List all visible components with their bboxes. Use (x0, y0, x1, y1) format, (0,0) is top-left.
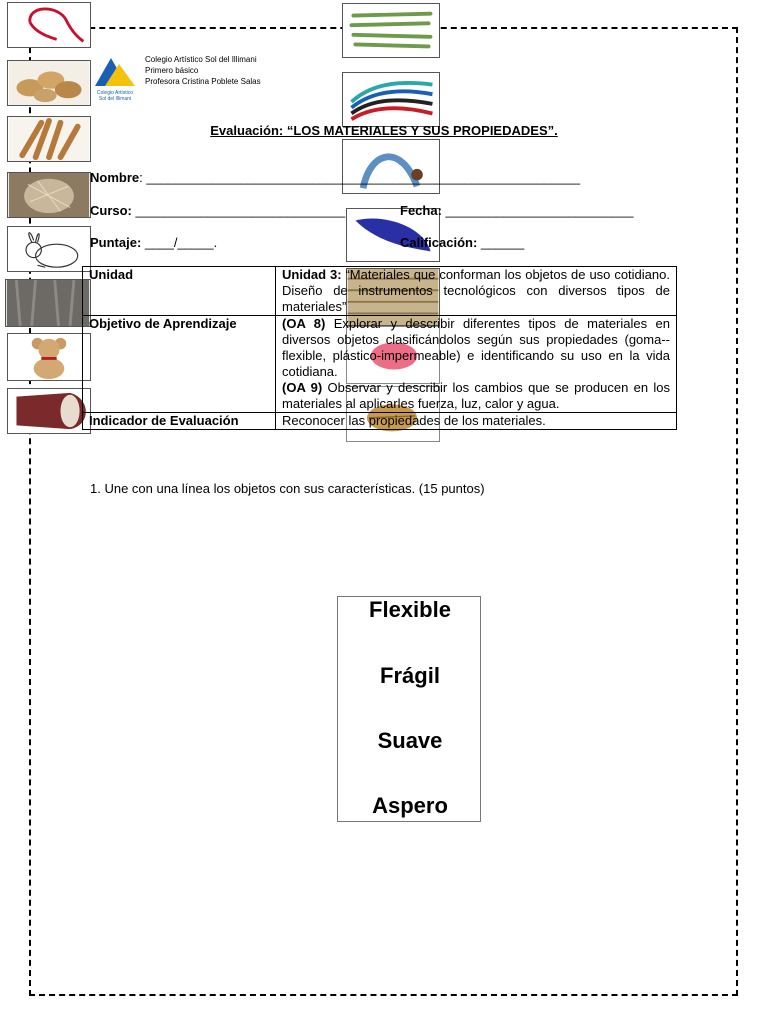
table-value: Reconocer las propiedades de los materiales. (276, 413, 677, 430)
grade: Primero básico (145, 66, 199, 75)
nombre-label: Nombre (90, 170, 140, 185)
teacher-name: Profesora Cristina Poblete Salas (145, 77, 261, 86)
school-logo (89, 52, 141, 104)
table-key: Unidad (83, 267, 276, 316)
nombre-field[interactable] (90, 170, 580, 185)
fuzzy-fabric-image (7, 172, 91, 218)
instruction-text: 1. Une con una línea los objetos con sus características. (15 puntos) (90, 481, 485, 496)
logo-text-1: Colegio Artístico (96, 90, 134, 96)
sandpaper-roll-image (7, 388, 91, 434)
calificacion-line: ______ (477, 235, 525, 250)
cookies-image (7, 60, 91, 106)
logo-text-2: Sol del Illimani (98, 96, 132, 102)
curso-field[interactable] (90, 203, 345, 218)
tree-bark-image (5, 279, 91, 327)
page-title: Evaluación: “LOS MATERIALES Y SUS PROPIEDADES”. (210, 123, 558, 138)
asparagus-image (342, 3, 440, 58)
properties-box (337, 596, 481, 822)
rabbit-drawing-image (7, 226, 91, 272)
fecha-line: __________________________ (441, 203, 634, 218)
table-key: Objetivo de Aprendizaje (83, 316, 276, 413)
school-name: Colegio Artístico Sol del Illimani (145, 55, 257, 64)
hoses-image (342, 72, 440, 127)
curso-label: Curso: (90, 203, 132, 218)
nombre-line: : ____________________________________________________________ (139, 170, 581, 185)
curso-line: _____________________________ (131, 203, 346, 218)
property-word[interactable]: Suave (377, 728, 443, 753)
puntaje-line: ____/_____. (141, 235, 218, 250)
rubber-band-image (7, 2, 91, 48)
table-value: Unidad 3: “Materiales que conforman los objetos de uso cotidiano. Diseño de instrumentos tecnológicos con diversos tipos de materiales” (276, 267, 677, 316)
table-row (83, 316, 677, 413)
info-table (82, 266, 677, 430)
property-word[interactable]: Flexible (369, 597, 451, 622)
table-value: (OA 8) Explorar y describir diferentes tipos de materiales en diversos objetos clasificándolos según sus propiedades (goma-- flexible, plástico-impermeable) e identificando su uso en la vida cotidiana. (OA 9) Observar y describir los cambios que se producen en los materiales al aplicarles fuerza, luz, calor y agua. (276, 316, 677, 413)
teddy-bear-image (7, 333, 91, 381)
puntaje-field[interactable] (90, 235, 217, 250)
table-row (83, 413, 677, 430)
calificacion-label: Calificación: (400, 235, 478, 250)
fecha-field[interactable] (400, 203, 634, 218)
puntaje-label: Puntaje: (90, 235, 142, 250)
table-key: Indicador de Evaluación (83, 413, 276, 430)
property-word[interactable]: Aspero (372, 793, 448, 818)
table-row (83, 267, 677, 316)
school-info (145, 54, 261, 87)
property-word[interactable]: Frágil (380, 663, 440, 688)
yoga-person-image (342, 139, 440, 194)
fecha-label: Fecha: (400, 203, 442, 218)
calificacion-field[interactable] (400, 235, 524, 250)
